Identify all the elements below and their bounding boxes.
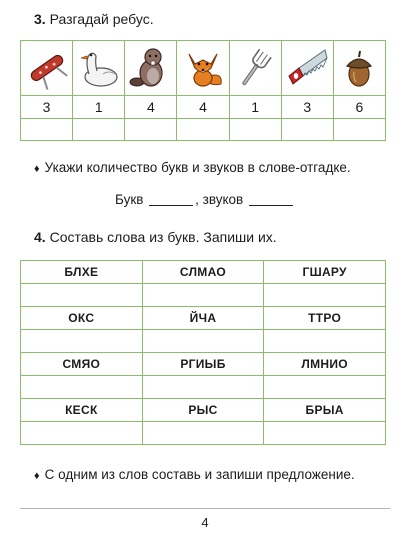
scrambled-word: ЙЧА <box>142 307 264 330</box>
rebus-number-cell: 1 <box>73 96 125 119</box>
rebus-picture-cell <box>73 41 125 96</box>
word-answer-cell[interactable] <box>21 422 143 445</box>
scrambled-word: ТТРО <box>264 307 386 330</box>
scrambled-word: РЫС <box>142 399 264 422</box>
word-answer-cell[interactable] <box>264 330 386 353</box>
rebus-picture-cell <box>125 41 177 96</box>
rebus-table <box>20 40 386 141</box>
word-answer-cell[interactable] <box>21 330 143 353</box>
word-answer-cell[interactable] <box>264 284 386 307</box>
sounds-label: , звуков <box>195 192 244 207</box>
fork-icon <box>233 46 277 90</box>
word-answer-cell[interactable] <box>264 422 386 445</box>
rebus-picture-cell <box>177 41 229 96</box>
rebus-picture-cell <box>21 41 73 96</box>
word-answer-cell[interactable] <box>142 376 264 399</box>
task-3-number: 3. <box>34 11 46 27</box>
scrambled-words-table <box>20 260 386 445</box>
task-4-title: Составь слова из букв. Запиши их. <box>49 229 277 245</box>
count-task-line <box>34 160 351 175</box>
scrambled-word: РГИЫБ <box>142 353 264 376</box>
rebus-answer-cell[interactable] <box>21 119 73 141</box>
word-answer-cell[interactable] <box>142 422 264 445</box>
fox-icon <box>181 46 225 90</box>
rebus-number-cell: 3 <box>21 96 73 119</box>
goose-icon <box>77 46 121 90</box>
rebus-number-cell: 3 <box>281 96 333 119</box>
task-4-heading <box>34 229 277 245</box>
rebus-number-cell: 6 <box>333 96 385 119</box>
bullet-diamond: ♦ <box>34 470 40 482</box>
word-answer-cell[interactable] <box>142 284 264 307</box>
sounds-blank[interactable] <box>249 205 293 206</box>
page-number: 4 <box>201 515 209 530</box>
saw-icon <box>285 46 329 90</box>
page-divider <box>20 508 390 509</box>
task-4-number: 4. <box>34 229 46 245</box>
scrambled-word: БЛХЕ <box>21 261 143 284</box>
rebus-answer-cell[interactable] <box>177 119 229 141</box>
rebus-answer-cell[interactable] <box>229 119 281 141</box>
task-3-title: Разгадай ребус. <box>49 11 154 27</box>
task-3-heading <box>34 11 154 27</box>
word-answer-cell[interactable] <box>21 376 143 399</box>
count-task-text: Укажи количество букв и звуков в слове-отгадке. <box>44 160 351 175</box>
rebus-picture-cell <box>229 41 281 96</box>
rebus-picture-cell <box>333 41 385 96</box>
sentence-task-text: С одним из слов составь и запиши предложение. <box>44 467 355 482</box>
scrambled-word: БРЫА <box>264 399 386 422</box>
scrambled-word: ОКС <box>21 307 143 330</box>
rebus-number-cell: 4 <box>125 96 177 119</box>
letters-blank[interactable] <box>149 205 193 206</box>
rebus-answer-cell[interactable] <box>73 119 125 141</box>
scrambled-word: ЛМНИО <box>264 353 386 376</box>
scrambled-word: ГШАРУ <box>264 261 386 284</box>
rebus-answer-cell[interactable] <box>333 119 385 141</box>
count-answer-line <box>0 192 410 207</box>
word-answer-cell[interactable] <box>142 330 264 353</box>
sausage-fork-icon <box>25 46 69 90</box>
letters-label: Букв <box>115 192 144 207</box>
scrambled-word: СМЯО <box>21 353 143 376</box>
rebus-answer-cell[interactable] <box>125 119 177 141</box>
beaver-icon <box>129 46 173 90</box>
acorn-icon <box>337 46 381 90</box>
word-answer-cell[interactable] <box>21 284 143 307</box>
sentence-task-line <box>34 467 355 482</box>
bullet-diamond: ♦ <box>34 163 40 175</box>
scrambled-word: КЕСК <box>21 399 143 422</box>
scrambled-word: СЛМАО <box>142 261 264 284</box>
rebus-number-cell: 1 <box>229 96 281 119</box>
word-answer-cell[interactable] <box>264 376 386 399</box>
rebus-answer-cell[interactable] <box>281 119 333 141</box>
rebus-picture-cell <box>281 41 333 96</box>
rebus-number-cell: 4 <box>177 96 229 119</box>
